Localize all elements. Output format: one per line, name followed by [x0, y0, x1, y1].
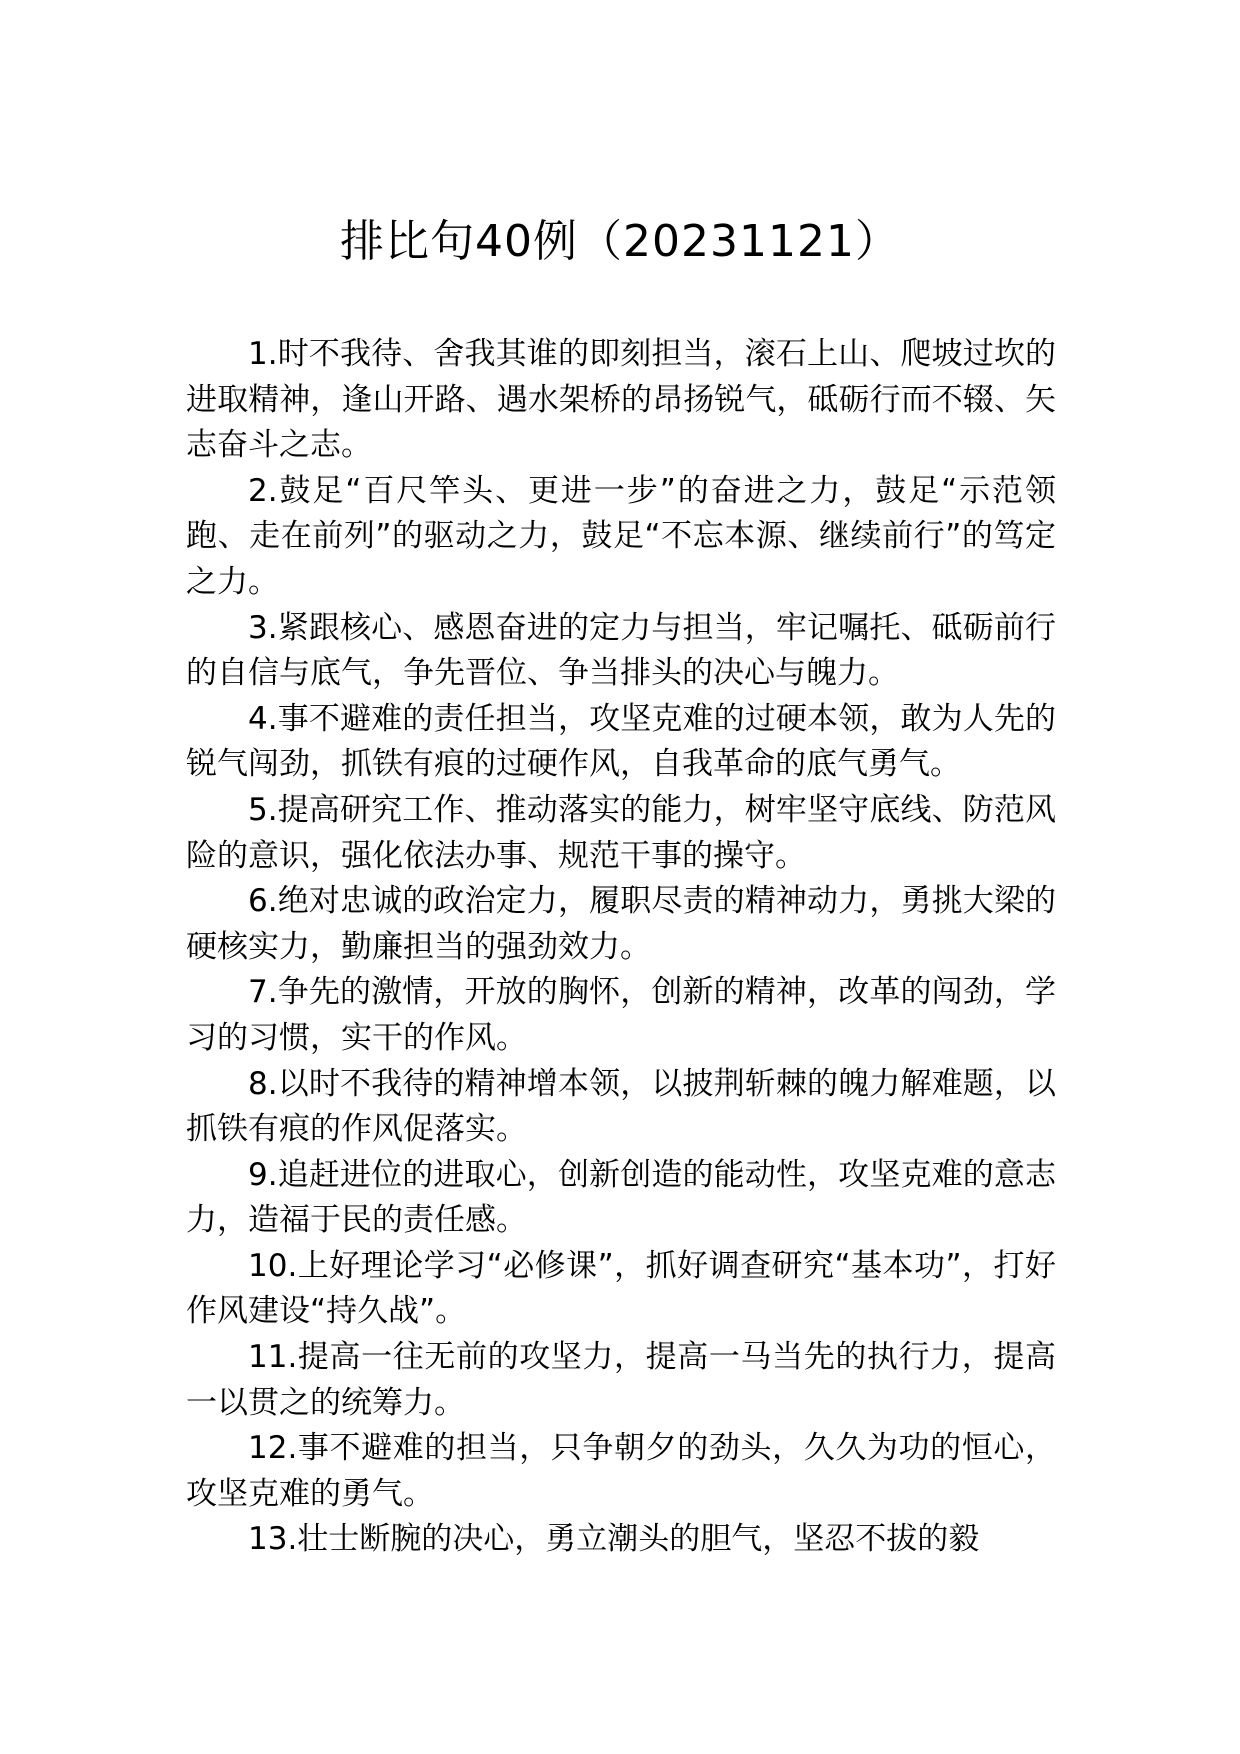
paragraph-1: 1.时不我待、舍我其谁的即刻担当，滚石上山、爬坡过坎的进取精神，逢山开路、遇水架桥的昂扬锐气，砥砺行而不辍、矢志奋斗之志。 [186, 336, 1056, 464]
document-title: 排比句40例（20231121） [340, 216, 900, 267]
paragraph-4: 4.事不避难的责任担当，攻坚克难的过硬本领，敢为人先的锐气闯劲，抓铁有痕的过硬作风，自我革命的底气勇气。 [186, 700, 1056, 783]
paragraph-2: 2.鼓足“百尺竿头、更进一步”的奋进之力，鼓足“示范领跑、走在前列”的驱动之力，鼓足“不忘本源、继续前行”的笃定之力。 [186, 472, 1056, 600]
paragraph-13: 13.壮士断腕的决心，勇立潮头的胆气，坚忍不拔的毅 [248, 1521, 980, 1558]
paragraph-6: 6.绝对忠诚的政治定力，履职尽责的精神动力，勇挑大梁的硬核实力，勤廉担当的强劲效力。 [186, 883, 1056, 965]
paragraph-5: 5.提高研究工作、推动落实的能力，树牢坚守底线、防范风险的意识，强化依法办事、规范干事的操守。 [186, 791, 1056, 874]
paragraph-7: 7.争先的激情，开放的胸怀，创新的精神，改革的闯劲，学习的习惯，实干的作风。 [186, 974, 1056, 1056]
paragraph-12: 12.事不避难的担当，只争朝夕的劲头，久久为功的恒心，攻坚克难的勇气。 [186, 1430, 1056, 1512]
document-body [186, 332, 1056, 1563]
paragraph-3: 3.紧跟核心、感恩奋进的定力与担当，牢记嘱托、砥砺前行的自信与底气，争先晋位、争当排头的决心与魄力。 [186, 609, 1056, 692]
paragraph-9: 9.追赶进位的进取心，创新创造的能动性，攻坚克难的意志力，造福于民的责任感。 [186, 1156, 1056, 1239]
paragraph-8: 8.以时不我待的精神增本领，以披荆斩棘的魄力解难题，以抓铁有痕的作风促落实。 [186, 1065, 1056, 1148]
paragraph-10: 10.上好理论学习“必修课”，抓好调查研究“基本功”，打好作风建设“持久战”。 [186, 1247, 1056, 1330]
paragraph-11: 11.提高一往无前的攻坚力，提高一马当先的执行力，提高一以贯之的统筹力。 [186, 1339, 1056, 1421]
